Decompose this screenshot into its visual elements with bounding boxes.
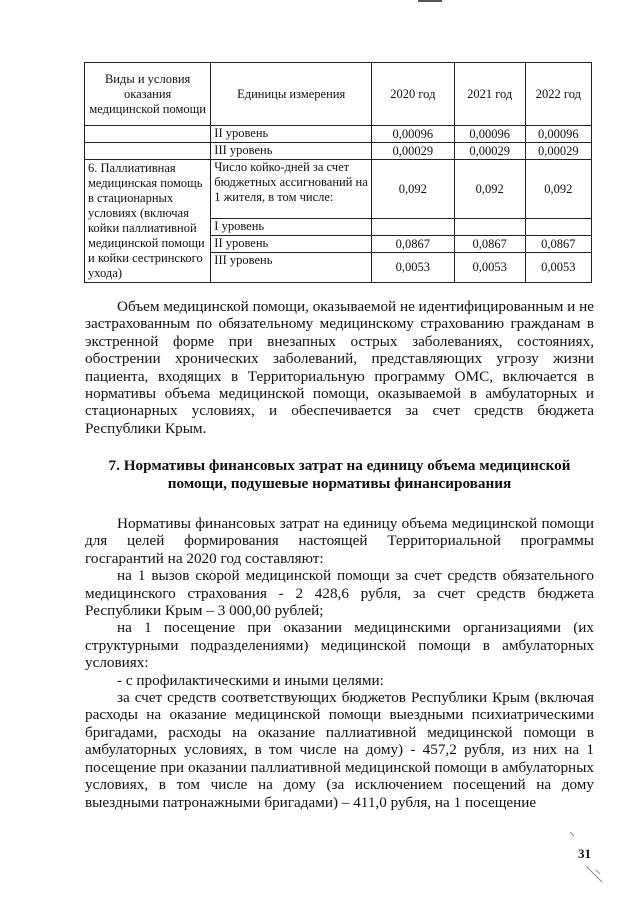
paragraph-text: Объем медицинской помощи, оказываемой не идентифицированным и не застрахованным по обязательному медицинскому страхованию гражданам в экстренной форме при внезапных острых заболеваниях, состояниях, обострении хронических заболеваний, представляющих угрозу жизни пациента, входящих в Территориальную программу ОМС, включается в нормативы объема медицинской помощи, оказываемой в амбулаторных и стационарных условиях, и обеспечивается за счет средств бюджета Республики Крым. (85, 298, 594, 437)
value-2020: 0,0053 (372, 253, 455, 283)
paragraph-text: Нормативы финансовых затрат на единицу объема медицинской помощи для целей формирования настоящей Территориальной программы госгарантий на 2020 год составляют: (85, 515, 594, 567)
value-2020: 0,00096 (372, 126, 455, 143)
empty-category-cell (85, 143, 211, 160)
value-2020: 0,00029 (372, 143, 455, 160)
category-cell: 6. Паллиативная медицинская помощь в стационарных условиях (включая койки паллиативной медицинской помощи и койки сестринского ухода) (85, 160, 211, 283)
value-2022: 0,00029 (525, 143, 591, 160)
header-2021: 2021 год (454, 63, 525, 126)
value-2020: 0,0867 (372, 236, 455, 253)
financial-norms-section (85, 515, 594, 811)
header-2022: 2022 год (525, 63, 591, 126)
volume-norms-table (84, 62, 592, 283)
unit-cell: II уровень (211, 126, 372, 143)
value-2021: 0,092 (454, 160, 525, 219)
list-item: - с профилактическими и иными целями: (117, 671, 384, 689)
unit-cell: III уровень (211, 253, 372, 283)
value-2022: 0,0053 (525, 253, 591, 283)
value-2022: 0,0867 (525, 236, 591, 253)
unit-cell: Число койко-дней за счет бюджетных ассигнований на 1 жителя, в том числе: (211, 160, 372, 219)
page-number: 31 (578, 846, 591, 861)
value-2021 (454, 219, 525, 236)
value-2021: 0,00029 (454, 143, 525, 160)
header-care-type: Виды и условия оказания медицинской помощи (85, 63, 211, 126)
table-header-row (85, 63, 592, 126)
value-2021: 0,0867 (454, 236, 525, 253)
list-item: за счет средств соответствующих бюджетов Республики Крым (включая расходы на оказание медицинской помощи выездными психиатрическими бригадами, расходы на оказание паллиативной медицинской помощи в амбулаторных условиях, в том числе на дому) - 457,2 рубля, из них на 1 посещение при оказании паллиативной медицинской помощи в амбулаторных условиях, в том числе на дому (за исключением посещений на дому выездными патронажными бригадами) – 411,0 рубля, на 1 посещение (85, 689, 594, 811)
list-item: на 1 вызов скорой медицинской помощи за счет средств обязательного медицинского страхования - 2 428,6 рубля, за счет средств бюджета Республики Крым – 3 000,00 рублей; (85, 567, 594, 620)
volume-paragraph (85, 298, 594, 437)
value-2022 (525, 219, 591, 236)
table-row (85, 160, 592, 219)
value-2020 (372, 219, 455, 236)
unit-cell: III уровень (211, 143, 372, 160)
header-unit: Единицы измерения (211, 63, 372, 126)
list-item: на 1 посещение при оказании медицинскими организациями (их структурными подразделениями) медицинской помощи в амбулаторных условиях: (85, 619, 594, 672)
unit-cell: II уровень (211, 236, 372, 253)
section-heading: 7. Нормативы финансовых затрат на единицу объема медицинской помощи, подушевые нормативы финансирования (108, 457, 571, 492)
value-2020: 0,092 (372, 160, 455, 219)
value-2021: 0,0053 (454, 253, 525, 283)
value-2021: 0,00096 (454, 126, 525, 143)
top-mark (418, 0, 442, 2)
value-2022: 0,092 (525, 160, 591, 219)
value-2022: 0,00096 (525, 126, 591, 143)
header-2020: 2020 год (372, 63, 455, 126)
unit-cell: I уровень (211, 219, 372, 236)
empty-category-cell (85, 126, 211, 143)
table-row (85, 126, 592, 143)
table-row (85, 143, 592, 160)
